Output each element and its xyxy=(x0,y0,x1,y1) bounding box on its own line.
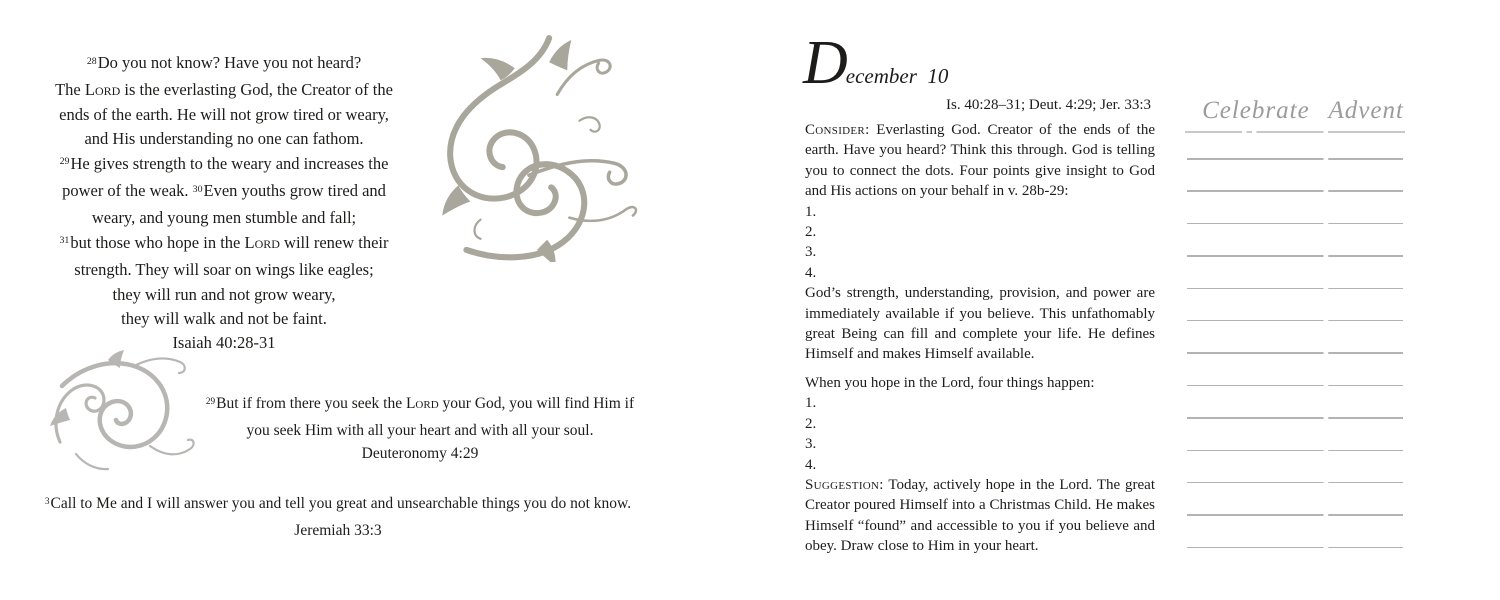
list-item: 2. xyxy=(805,415,817,432)
consider-text: Everlasting God. Creator of the ends of the earth. Have you heard? Think this through. God is telling you to connect the dots. Four points give insight to God and His actions on your behalf in v. 28b-29: xyxy=(805,122,1155,200)
devotional-title xyxy=(803,29,949,97)
suggestion-text: Today, actively hope in the Lord. The great Creator poured Himself into a Christmas Child. He makes Himself “found” and accessible to you if you believe and obey. Draw close to Him in your heart. xyxy=(805,476,1155,555)
followup-paragraph: God’s strength, understanding, provision, and power are immediately available if you believe. This unfathomably great Being can fill and complete your life. He defines Himself and makes Himself available. xyxy=(805,285,1155,363)
scripture-text: power of the weak. xyxy=(62,181,193,201)
list-item: 1. xyxy=(805,395,817,412)
scripture-line xyxy=(35,307,413,331)
scripture-line xyxy=(35,51,413,78)
journal-heading: Celebrate Advent xyxy=(1202,97,1404,124)
scripture-text: weary, and young men stumble and fall; xyxy=(91,208,357,228)
scripture-text: you seek Him with all your heart and with all your soul. xyxy=(246,421,594,439)
journal-line xyxy=(1187,255,1403,257)
consider-paragraph xyxy=(805,120,1155,202)
list-item: 3. xyxy=(805,436,817,453)
title-rest: ecember 10 xyxy=(845,64,949,88)
journal-line xyxy=(1187,482,1403,484)
list-item: 2. xyxy=(805,224,817,241)
verse-number: 30 xyxy=(192,183,203,195)
suggestion-paragraph xyxy=(805,475,1155,557)
list-item: 4. xyxy=(805,456,817,473)
scripture-line xyxy=(35,103,413,127)
scripture-text: But if from there you seek the xyxy=(216,395,406,412)
list-item: 1. xyxy=(805,203,817,220)
divine-name: Lord xyxy=(84,80,121,100)
scripture-text: is the everlasting God, the Creator of the xyxy=(120,80,393,100)
journal-lines xyxy=(1187,158,1403,548)
scripture-text: they will run and not grow weary, xyxy=(112,284,336,304)
hope-intro: When you hope in the Lord, four things happen: xyxy=(805,374,1095,391)
scripture-text: and His understanding no one can fathom. xyxy=(84,129,364,149)
scripture-text: The xyxy=(55,80,85,100)
journal-line xyxy=(1187,417,1403,419)
verse-number: 29 xyxy=(59,156,70,168)
journal-line xyxy=(1187,385,1403,387)
verse-number: 31 xyxy=(59,235,70,247)
scripture-line xyxy=(188,392,652,419)
journal-line xyxy=(1187,450,1403,452)
scripture-text: He gives strength to the weary and increases the xyxy=(70,153,389,173)
isaiah-passage xyxy=(35,51,413,356)
scripture-text: Do you not know? Have you not heard? xyxy=(97,53,362,72)
scripture-line xyxy=(35,206,413,230)
journal-line xyxy=(1187,223,1403,225)
divine-name: Lord xyxy=(405,395,439,412)
scripture-text: Isaiah 40:28-31 xyxy=(172,333,276,353)
heading-underline xyxy=(1185,131,1405,133)
scripture-line xyxy=(35,283,413,307)
divine-name: Lord xyxy=(244,232,280,252)
jeremiah-passage xyxy=(35,492,641,543)
devotional-body xyxy=(805,120,1155,557)
scripture-text: Call to Me and I will answer you and tell you great and unsearchable things you do not know. xyxy=(50,495,632,512)
scripture-text: Even youths grow tired and xyxy=(203,181,386,201)
scripture-text: will renew their xyxy=(279,232,389,252)
scripture-text: your God, you will find Him if xyxy=(438,395,635,412)
scripture-line xyxy=(35,179,413,206)
scripture-line xyxy=(35,78,413,102)
scripture-line xyxy=(188,419,652,443)
verse-number: 29 xyxy=(205,396,216,407)
scripture-line xyxy=(35,127,413,151)
scripture-text: ends of the earth. He will not grow tired or weary, xyxy=(59,104,389,124)
scripture-text: Jeremiah 33:3 xyxy=(294,521,382,539)
journal-line xyxy=(1187,352,1403,354)
journal-line xyxy=(1187,158,1403,160)
journal-line xyxy=(1187,320,1403,322)
scripture-line xyxy=(35,492,641,519)
scripture-text: Deuteronomy 4:29 xyxy=(361,445,479,462)
journal-line xyxy=(1187,514,1403,516)
scripture-line xyxy=(35,258,413,282)
journal-line xyxy=(1187,288,1403,290)
scripture-text: strength. They will soar on wings like eagles; xyxy=(74,260,374,280)
flourish-ornament-icon xyxy=(428,34,640,262)
scripture-line xyxy=(35,152,413,179)
hope-points-list xyxy=(805,393,1155,475)
title-initial: D xyxy=(803,29,846,97)
flourish-ornament-icon xyxy=(50,350,200,480)
list-item: 4. xyxy=(805,264,817,281)
journal-line xyxy=(1187,190,1403,192)
devotional-references: Is. 40:28–31; Deut. 4:29; Jer. 33:3 xyxy=(946,97,1151,113)
deuteronomy-passage xyxy=(188,392,652,466)
scripture-reference xyxy=(35,519,641,544)
consider-points-list xyxy=(805,202,1155,284)
scripture-text: but those who hope in the xyxy=(70,232,245,252)
list-item: 3. xyxy=(805,244,817,261)
verse-number: 3 xyxy=(44,496,50,507)
journal-column xyxy=(1185,0,1405,600)
scripture-text: they will walk and not be faint. xyxy=(121,309,327,329)
suggestion-label: Suggestion: xyxy=(805,476,884,493)
scripture-line xyxy=(35,231,413,258)
scripture-reference xyxy=(188,442,652,466)
verse-number: 28 xyxy=(86,55,97,67)
consider-label: Consider: xyxy=(805,122,870,138)
journal-line xyxy=(1187,547,1403,549)
